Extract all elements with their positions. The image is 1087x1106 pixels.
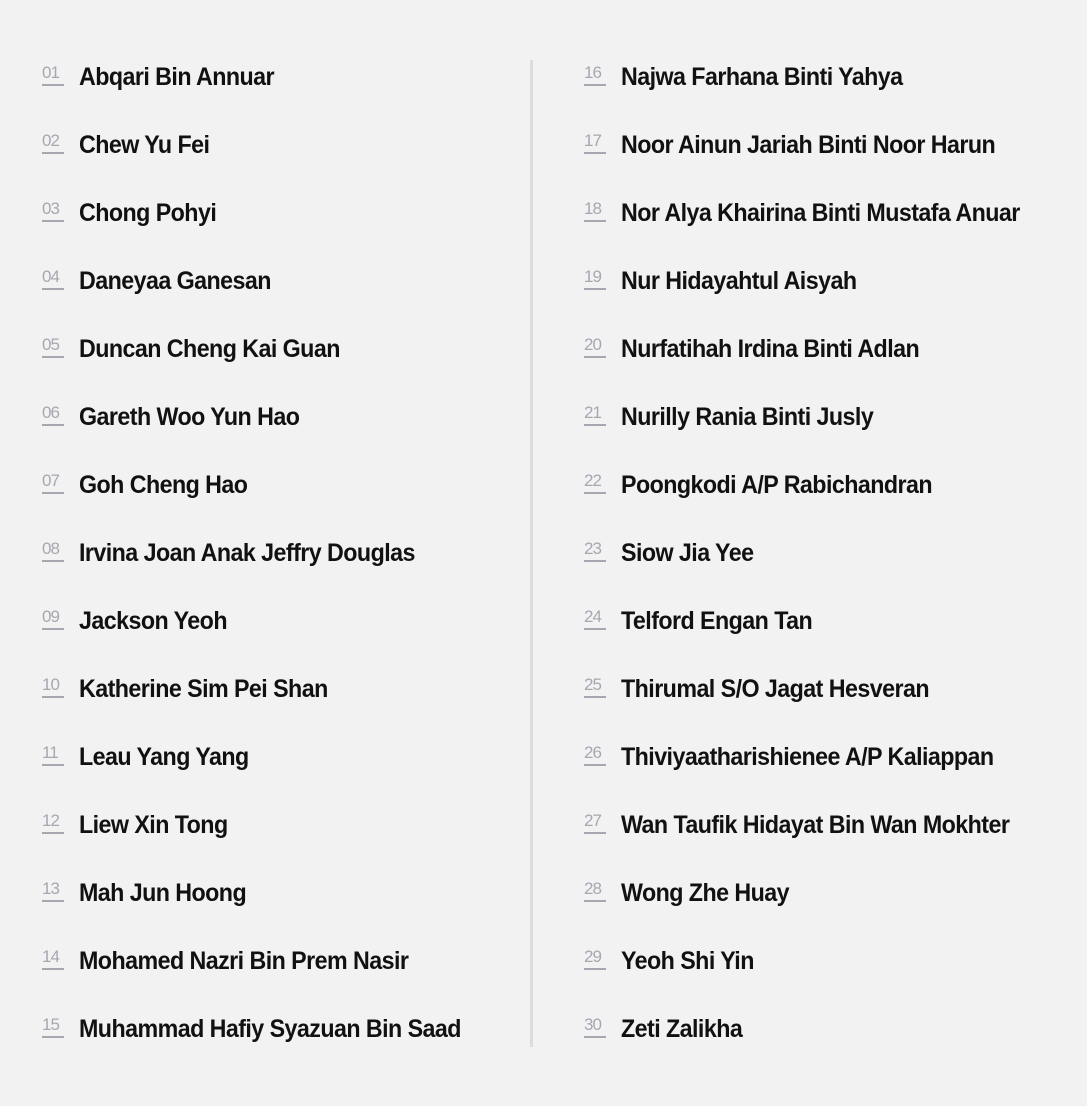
entry-name: Muhammad Hafiy Syazuan Bin Saad — [79, 1015, 461, 1043]
list-item — [42, 179, 512, 247]
list-item — [584, 859, 1074, 927]
entry-number: 21 — [584, 403, 606, 426]
list-item — [42, 723, 512, 791]
entry-number: 13 — [42, 879, 64, 902]
entry-name: Leau Yang Yang — [79, 743, 249, 771]
entry-number: 11 — [42, 743, 64, 766]
list-item — [584, 179, 1074, 247]
entry-number: 24 — [584, 607, 606, 630]
list-item — [584, 723, 1074, 791]
list-item — [42, 247, 512, 315]
entry-name: Siow Jia Yee — [621, 539, 754, 567]
entry-number: 10 — [42, 675, 64, 698]
entry-name: Najwa Farhana Binti Yahya — [621, 63, 903, 91]
entry-name: Wan Taufik Hidayat Bin Wan Mokhter — [621, 811, 1010, 839]
entry-number: 09 — [42, 607, 64, 630]
entry-number: 14 — [42, 947, 64, 970]
list-item — [42, 995, 512, 1063]
entry-number: 03 — [42, 199, 64, 222]
entry-name: Daneyaa Ganesan — [79, 267, 271, 295]
list-item — [584, 927, 1074, 995]
entry-name: Mah Jun Hoong — [79, 879, 247, 907]
entry-number: 16 — [584, 63, 606, 86]
entry-name: Nurfatihah Irdina Binti Adlan — [621, 335, 920, 363]
list-item — [584, 655, 1074, 723]
list-item — [584, 111, 1074, 179]
list-item — [584, 383, 1074, 451]
entry-number: 07 — [42, 471, 64, 494]
entry-number: 18 — [584, 199, 606, 222]
list-item — [42, 315, 512, 383]
list-item — [42, 859, 512, 927]
entry-name: Yeoh Shi Yin — [621, 947, 754, 975]
entry-number: 29 — [584, 947, 606, 970]
entry-number: 06 — [42, 403, 64, 426]
name-column-right — [584, 43, 1074, 1063]
list-item — [584, 519, 1074, 587]
list-item — [584, 791, 1074, 859]
entry-name: Nur Hidayahtul Aisyah — [621, 267, 857, 295]
entry-number: 17 — [584, 131, 606, 154]
entry-name: Zeti Zalikha — [621, 1015, 743, 1043]
list-item — [584, 451, 1074, 519]
entry-number: 15 — [42, 1015, 64, 1038]
list-item — [42, 791, 512, 859]
entry-number: 12 — [42, 811, 64, 834]
entry-name: Jackson Yeoh — [79, 607, 227, 635]
entry-name: Thiviyaatharishienee A/P Kaliappan — [621, 743, 994, 771]
list-item — [42, 43, 512, 111]
entry-name: Chong Pohyi — [79, 199, 217, 227]
list-item — [42, 655, 512, 723]
entry-name: Irvina Joan Anak Jeffry Douglas — [79, 539, 415, 567]
entry-number: 23 — [584, 539, 606, 562]
entry-name: Mohamed Nazri Bin Prem Nasir — [79, 947, 409, 975]
name-column-left — [42, 43, 512, 1063]
list-item — [42, 111, 512, 179]
entry-name: Nor Alya Khairina Binti Mustafa Anuar — [621, 199, 1020, 227]
entry-name: Katherine Sim Pei Shan — [79, 675, 328, 703]
list-item — [42, 383, 512, 451]
column-divider — [530, 60, 533, 1047]
entry-name: Wong Zhe Huay — [621, 879, 789, 907]
entry-number: 05 — [42, 335, 64, 358]
entry-name: Abqari Bin Annuar — [79, 63, 275, 91]
list-item — [42, 451, 512, 519]
entry-number: 26 — [584, 743, 606, 766]
entry-number: 25 — [584, 675, 606, 698]
entry-number: 19 — [584, 267, 606, 290]
entry-name: Telford Engan Tan — [621, 607, 813, 635]
list-item — [42, 927, 512, 995]
entry-number: 27 — [584, 811, 606, 834]
entry-name: Duncan Cheng Kai Guan — [79, 335, 340, 363]
entry-name: Poongkodi A/P Rabichandran — [621, 471, 933, 499]
entry-name: Chew Yu Fei — [79, 131, 210, 159]
entry-name: Gareth Woo Yun Hao — [79, 403, 300, 431]
entry-name: Nurilly Rania Binti Jusly — [621, 403, 874, 431]
entry-number: 20 — [584, 335, 606, 358]
entry-name: Noor Ainun Jariah Binti Noor Harun — [621, 131, 996, 159]
entry-number: 22 — [584, 471, 606, 494]
list-item — [42, 587, 512, 655]
entry-number: 02 — [42, 131, 64, 154]
list-item — [584, 43, 1074, 111]
entry-number: 08 — [42, 539, 64, 562]
list-item — [42, 519, 512, 587]
entry-number: 01 — [42, 63, 64, 86]
entry-name: Thirumal S/O Jagat Hesveran — [621, 675, 929, 703]
list-item — [584, 995, 1074, 1063]
entry-number: 04 — [42, 267, 64, 290]
list-item — [584, 315, 1074, 383]
list-item — [584, 247, 1074, 315]
entry-number: 30 — [584, 1015, 606, 1038]
entry-number: 28 — [584, 879, 606, 902]
list-item — [584, 587, 1074, 655]
entry-name: Liew Xin Tong — [79, 811, 228, 839]
entry-name: Goh Cheng Hao — [79, 471, 248, 499]
